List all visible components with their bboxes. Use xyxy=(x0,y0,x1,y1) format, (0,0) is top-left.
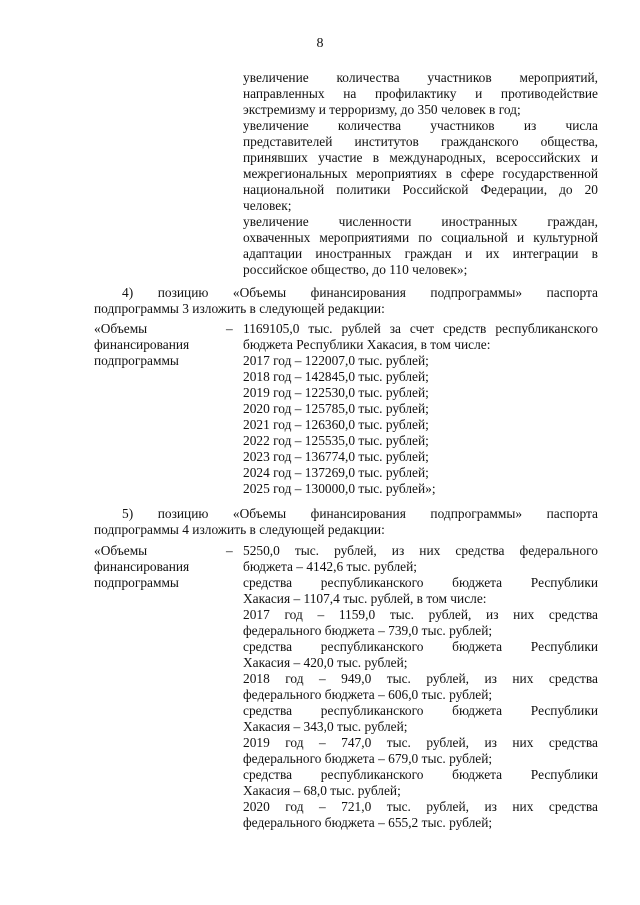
value-line: федерального бюджета – 606,0 тыс. рублей; xyxy=(243,687,493,702)
text-line: российское общество, до 110 человек»; xyxy=(243,262,468,277)
label-line: финансирования xyxy=(94,559,190,574)
value-line: средства республиканского бюджета Республики xyxy=(243,575,598,590)
value-line: федерального бюджета – 655,2 тыс. рублей; xyxy=(243,815,493,830)
label-line: «Объемы xyxy=(94,321,148,336)
dash-separator: – xyxy=(226,543,233,558)
dash-separator: – xyxy=(226,321,233,336)
value-line: 2019 год – 747,0 тыс. рублей, из них средства xyxy=(243,735,598,750)
item-5-paragraph xyxy=(94,506,598,538)
value-line: Хакасия – 343,0 тыс. рублей; xyxy=(243,719,408,734)
value-line: 2017 год – 122007,0 тыс. рублей; xyxy=(243,353,429,368)
text-line: направленных на профилактику и противодействие xyxy=(243,86,598,101)
label-line: «Объемы xyxy=(94,543,148,558)
value-line: 2023 год – 136774,0 тыс. рублей; xyxy=(243,449,429,464)
value-line: 5250,0 тыс. рублей, из них средства федерального xyxy=(243,543,598,558)
value-line: 2024 год – 137269,0 тыс. рублей; xyxy=(243,465,429,480)
value-line: 2020 год – 125785,0 тыс. рублей; xyxy=(243,401,429,416)
funding-table-subprogram-4 xyxy=(0,543,640,843)
page-number: 8 xyxy=(316,36,324,51)
text-line: охваченных мероприятиями по социальной и культурной xyxy=(243,230,598,245)
text-line: представителей институтов гражданского общества, xyxy=(243,134,598,149)
value-line: 2022 год – 125535,0 тыс. рублей; xyxy=(243,433,429,448)
value-line: федерального бюджета – 679,0 тыс. рублей; xyxy=(243,751,493,766)
funding-label xyxy=(94,543,224,591)
funding-values xyxy=(243,543,598,831)
value-line: 2020 год – 721,0 тыс. рублей, из них средства xyxy=(243,799,598,814)
value-line: Хакасия – 420,0 тыс. рублей; xyxy=(243,655,408,670)
item-5-line-1: 5) позицию «Объемы финансирования подпрограммы» паспорта xyxy=(122,506,598,521)
value-line: средства республиканского бюджета Республики xyxy=(243,703,598,718)
text-line: адаптации иностранных граждан и их интеграции в xyxy=(243,246,598,261)
text-line: увеличение количества участников мероприятий, xyxy=(243,70,598,85)
value-line: Хакасия – 68,0 тыс. рублей; xyxy=(243,783,401,798)
text-line: увеличение численности иностранных граждан, xyxy=(243,214,598,229)
label-line: подпрограммы xyxy=(94,575,179,590)
value-line: 2018 год – 142845,0 тыс. рублей; xyxy=(243,369,429,384)
value-line: 2018 год – 949,0 тыс. рублей, из них средства xyxy=(243,671,598,686)
text-line: принявших участие в международных, всероссийских и xyxy=(243,150,598,165)
value-line: 1169105,0 тыс. рублей за счет средств республиканского xyxy=(243,321,598,336)
item-4-line-2: подпрограммы 3 изложить в следующей редакции: xyxy=(94,301,385,316)
objectives-block xyxy=(243,70,598,278)
value-line: 2017 год – 1159,0 тыс. рублей, из них средства xyxy=(243,607,598,622)
text-line: увеличение количества участников из числа xyxy=(243,118,598,133)
value-line: Хакасия – 1107,4 тыс. рублей, в том числе: xyxy=(243,591,487,606)
funding-label xyxy=(94,321,224,369)
value-line: средства республиканского бюджета Республики xyxy=(243,639,598,654)
text-line: национальной политики Российской Федерации, до 20 xyxy=(243,182,598,197)
value-line: бюджета – 4142,6 тыс. рублей; xyxy=(243,559,418,574)
value-line: федерального бюджета – 739,0 тыс. рублей; xyxy=(243,623,493,638)
value-line: бюджета Республики Хакасия, в том числе: xyxy=(243,337,491,352)
funding-table-subprogram-3 xyxy=(0,321,640,501)
item-4-line-1: 4) позицию «Объемы финансирования подпрограммы» паспорта xyxy=(122,285,598,300)
text-line: человек; xyxy=(243,198,292,213)
label-line: финансирования xyxy=(94,337,190,352)
label-line: подпрограммы xyxy=(94,353,179,368)
value-line: средства республиканского бюджета Республики xyxy=(243,767,598,782)
text-line: межрегиональных мероприятиях в сфере государственной xyxy=(243,166,598,181)
value-line: 2025 год – 130000,0 тыс. рублей»; xyxy=(243,481,436,496)
value-line: 2021 год – 126360,0 тыс. рублей; xyxy=(243,417,429,432)
item-5-line-2: подпрограммы 4 изложить в следующей редакции: xyxy=(94,522,385,537)
item-4-paragraph xyxy=(94,285,598,317)
value-line: 2019 год – 122530,0 тыс. рублей; xyxy=(243,385,429,400)
funding-values xyxy=(243,321,598,497)
text-line: экстремизму и терроризму, до 350 человек в год; xyxy=(243,102,521,117)
